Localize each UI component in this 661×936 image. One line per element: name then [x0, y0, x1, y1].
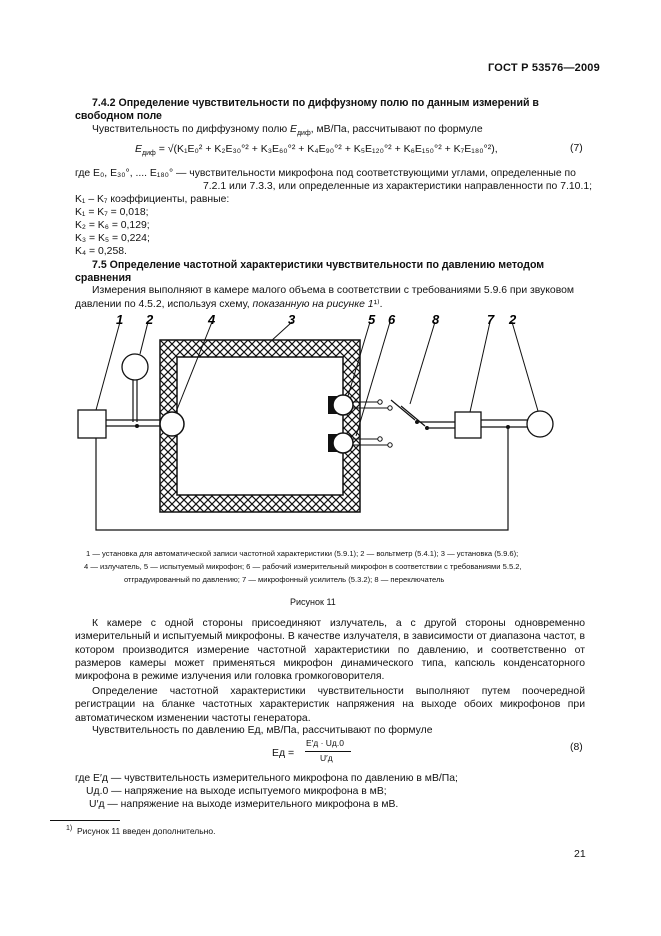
- emitter: [160, 412, 184, 436]
- k-coefficients-line: K₁ – K₇ коэффициенты, равные:: [75, 194, 230, 205]
- document-header: ГОСТ Р 53576—2009: [488, 62, 600, 74]
- diagram-label-3: 3: [288, 312, 296, 327]
- footnote: $^{1)}$ Рисунок 11 введен дополнительно.: [66, 825, 216, 836]
- k-value-1: K₁ = K₇ = 0,018;: [75, 207, 149, 218]
- figure-legend-line3: отградуированный по давлению; 7 — микрофонный усилитель (5.3.2); 8 — переключатель: [124, 575, 445, 584]
- diagram-label-7: 7: [487, 312, 495, 327]
- where8-line3: U′д — напряжение на выходе измерительного микрофона в мВ.: [89, 799, 399, 810]
- section-75-heading-line2: сравнения: [75, 272, 132, 284]
- diagram-label-1: 1: [116, 312, 124, 327]
- body-paragraph-1: К камере с одной стороны присоединяют излучатель, а с другой стороны одновременно измерительный и испытуемый микрофоны. В качестве излучателя, в зависимости от диапазона частот, в котором производится измерение частотной характеристики по давлению, и соответственно от размеров камеры может применяться микрофон динамического типа, капсюль конденсаторного микрофона в режиме излучения или головка громкоговорителя.: [75, 618, 585, 683]
- diagram-label-8: 8: [432, 312, 440, 327]
- formula-8-lhs: Eд =: [272, 747, 295, 759]
- section-742-intro: Чувствительность по диффузному полю $E_{диф}$, мВ/Па, рассчитывают по формуле: [92, 124, 483, 138]
- formula-8-denominator: U′д: [320, 753, 333, 763]
- formula-8-number: (8): [570, 742, 583, 753]
- where8-line2: Uд.0 — напряжение на выходе испытуемого микрофона в мВ;: [86, 786, 387, 797]
- where8-line1: где E′д — чувствительность измерительного микрофона по давлению в мВ/Па;: [75, 773, 458, 784]
- test-microphone: [333, 395, 353, 415]
- body-paragraph-2: Определение частотной характеристики чувствительности выполняют путем поочередной регистрации на бланке частотных характеристик напряжения на выходе обоих микрофонов при автоматическом изменении частоты генератора.: [75, 686, 585, 724]
- voltmeter-right: [527, 411, 553, 437]
- section-742-heading-line2: свободном поле: [75, 110, 162, 122]
- measurement-scheme-diagram: [60, 312, 580, 542]
- amplifier-box: [455, 412, 481, 438]
- formula-7: $E_{диф} = √(K_1E_0^2 + K_2E_{30}^\circ^2 + K_3E_{60}^\circ^2 + K_4E_{90}^\circ^2 + K_5E_{120}^\circ^2 + K_6E_{150}^\circ^2 + K_7E_{180}^\circ^2)$,: [135, 143, 498, 158]
- k-value-2: K₂ = K₆ = 0,129;: [75, 220, 150, 231]
- diagram-label-5: 5: [368, 312, 376, 327]
- section-75-para-line1: Измерения выполняют в камере малого объема в соответствии с требованиями 5.9.6 при звуковом: [92, 285, 575, 296]
- figure-legend-line1: 1 — установка для автоматической записи частотной характеристики (5.9.1); 2 — вольтметр (5.4.1); 3 — установка (5.9.6);: [86, 549, 519, 558]
- section-75-heading-line1: 7.5 Определение частотной характеристики чувствительности по давлению методом: [92, 259, 545, 271]
- diagram-label-2-right: 2: [509, 312, 517, 327]
- section-75-para-line2: давлении по 4.5.2, используя схему, показанную на рисунке 1¹⁾.: [75, 299, 383, 310]
- recorder-box: [78, 410, 106, 438]
- formula-8-fraction-bar: [305, 751, 351, 752]
- diagram-label-4: 4: [208, 312, 216, 327]
- chamber: [160, 340, 360, 512]
- diagram-label-6: 6: [388, 312, 396, 327]
- reference-microphone: [333, 433, 353, 453]
- section-742-heading-line1: 7.4.2 Определение чувствительности по диффузному полю по данным измерений в: [92, 97, 539, 109]
- formula-8-numerator: E′д · Uд.0: [306, 738, 344, 748]
- page-number: 21: [574, 848, 586, 860]
- formula-7-number: (7): [570, 143, 583, 154]
- k-value-4: K₄ = 0,258.: [75, 246, 127, 257]
- figure-caption: Рисунок 11: [290, 597, 336, 607]
- where-line2: 7.2.1 или 7.3.3, или определенные из характеристики направленности по 7.10.1;: [203, 181, 593, 192]
- voltmeter-left: [122, 354, 148, 380]
- where-line1: где E₀, E₃₀°, .... E₁₈₀° — чувствительности микрофона под соответствующими углами, определенные по: [75, 168, 576, 179]
- footnote-divider: [50, 820, 120, 821]
- figure-legend-line2: 4 — излучатель, 5 — испытуемый микрофон; 6 — рабочий измерительный микрофон в соответствии с требованиями 5.5.2,: [84, 562, 522, 571]
- k-value-3: K₃ = K₅ = 0,224;: [75, 233, 150, 244]
- diagram-label-2-left: 2: [146, 312, 154, 327]
- body-paragraph-3: Чувствительность по давлению Eд, мВ/Па, рассчитывают по формуле: [92, 725, 433, 736]
